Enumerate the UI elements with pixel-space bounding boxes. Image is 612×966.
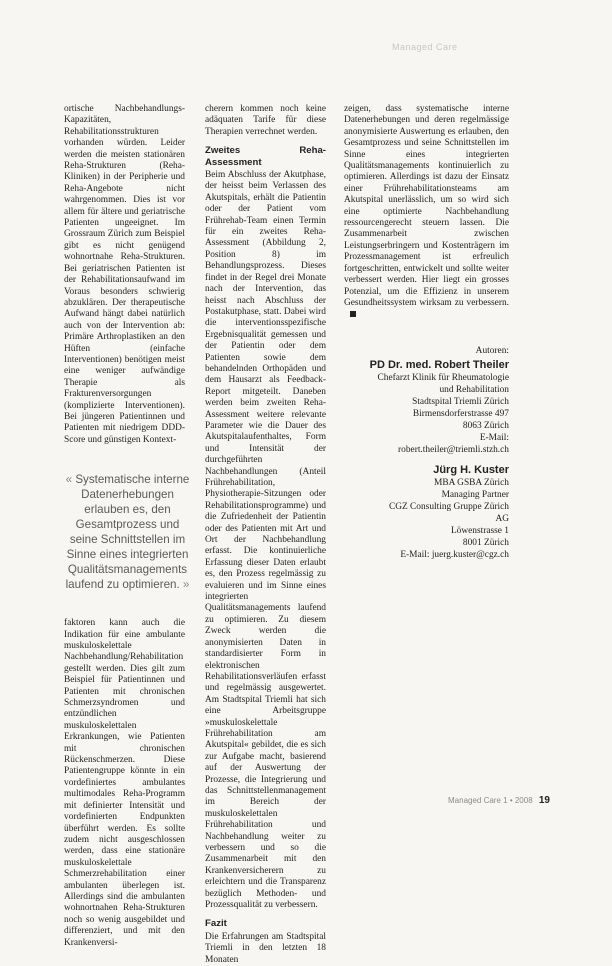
column-3 <box>344 104 509 561</box>
author-line: und Rehabilitation <box>439 384 509 395</box>
author-line: Managing Partner <box>441 489 509 500</box>
body-paragraph: faktoren kann auch die Indikation für eine ambulante muskuloskelettale Nachbehandlung/Rehabilitation gestellt werden. Dies gilt zum Beispiel für Patientinnen und Patienten mit chronischen Schmerzsyndromen und entzündlichen muskuloskelettalen Erkrankungen, wie Patienten mit chronischen Rückenschmerzen. Diese Patientengruppe könnte in ein vordefiniertes ambulantes multimodales Reha-Programm mit definierter Intensität und vordefinierten Endpunkten überführt werden. Es sollte zudem nicht ausgeschlossen werden, dass eine stationäre muskuloskelettale Schmerzrehabilitation einer ambulanten überlegen ist. Allerdings sind die ambulanten wohnortnahen Reha-Strukturen noch so wenig ausgebildet und differenziert, und mit den Krankenversi- <box>64 618 185 948</box>
author-line: 8063 Zürich <box>462 420 509 431</box>
quote-close-icon: » <box>182 578 190 592</box>
column-1 <box>64 104 190 949</box>
author-line: CGZ Consulting Gruppe Zürich <box>388 501 509 512</box>
quote-open-icon: « <box>65 473 73 487</box>
body-paragraph <box>344 104 509 321</box>
section-heading: Fazit <box>205 918 227 930</box>
author-line: Stadtspital Triemli Zürich <box>412 396 509 407</box>
author-line: Chefarzt Klinik für Rheumatologie <box>377 372 509 383</box>
author-line: E-Mail: <box>479 432 509 443</box>
column-2 <box>205 104 326 966</box>
pull-quote-text: Systematische interne Datenerhebungen erlauben es, den Gesamtprozess und seine Schnittstellen im Sinne eines integrierten Qualitätsmanagements laufend zu optimieren. <box>65 473 190 592</box>
body-paragraph: cherern kommen noch keine adäquaten Tarife für diese Therapien verrechnet werden. <box>205 104 326 137</box>
author-name: Jürg H. Kuster <box>433 463 509 476</box>
author-name: PD Dr. med. Robert Theiler <box>369 358 509 371</box>
section-heading: Zweites Reha-Assessment <box>205 145 326 168</box>
author-email[interactable]: robert.theiler@triemli.stzh.ch <box>398 444 509 455</box>
journal-name: Managed Care 1 • 2008 <box>448 796 533 805</box>
body-paragraph: Beim Abschluss der Akutphase, der heisst beim Verlassen des Akutspitals, erhält die Patientin oder der Patient vom Frührehab-Team einen Termin für ein zweites Reha-Assessment (Abbildung 2, Position 8) im Behandlungsprozess. Dieses findet in der Regel drei Monate nach der Intervention, das heisst nach Abschluss der Postakutphase, statt. Dabei wird die interventionsspezifische Ergebnisqualität gemessen und der Patientin oder dem Patienten sowie dem behandelnden Orthopäden und dem Hausarzt als Feedback-Report mitgeteilt. Daneben werden beim zweiten Reha-Assessment weitere relevante Parameter wie die Dauer des Akutspitalaufenthaltes, Form und Intensität der durchgeführten Nachbehandlungen (Anteil Frührehabilitation, Physiotherapie-Sitzungen oder Rehabilitationsprogramme) und die Zufriedenheit der Patientin oder des Patienten mit Art und Ort der Nachbehandlung erfasst. Die kontinuierliche Erfassung dieser Daten erlaubt es, den Prozess regelmässig zu evaluieren und im Sinne eines integrierten Qualitätsmanagements laufend zu optimieren. Zu diesem Zweck werden die anonymisierten Daten in standardisierter Form in elektronischen Rehabilitationsverläufen erfasst und regelmässig ausgewertet. Am Stadtspital Triemli hat sich eine Arbeitsgruppe »muskuloskelettale Frührehabilitation am Akutspital« gebildet, die es sich zur Aufgabe macht, basierend auf der Auswertung der Prozesse, die Integrierung und das Schnittstellenmanagement im Bereich der muskuloskelettalen Frührehabilitation und Nachbehandlung weiter zu verbessern und so die Zusammenarbeit mit den Krankenversicherern zu erleichtern und die Transparenz bezüglich Methoden- und Prozessqualität zu verbessern. <box>205 170 326 911</box>
author-block <box>344 345 509 561</box>
author-line: Löwenstrasse 1 <box>450 525 509 536</box>
authors-label: Autoren: <box>475 345 509 356</box>
author-line: MBA GSBA Zürich <box>433 477 509 488</box>
body-paragraph: ortische Nachbehandlungs-Kapazitäten, Rehabilitationsstrukturen vorhanden würden. Leider werden die meisten stationären Reha-Strukturen (Reha-Kliniken) in der Peripherie und Reha-Angebote nicht wahrgenommen. Dies ist vor allem für ältere und geriatrische Patienten ungeeignet. Im Grossraum Zürich zum Beispiel gibt es nicht genügend wohnortnahe Reha-Strukturen. Bei geriatrischen Patienten ist der Rehabilitationsaufwand im Voraus besonders schwierig abzuklären. Der therapeutische Aufwand hängt dabei natürlich auch von der Intervention ab: Primäre Arthroplastiken an den Hüften (einfache Interventionen) benötigen meist eine weniger aufwändige Therapie als Frakturenversorgungen (komplizierte Interventionen). Bei jüngeren Patientinnen und Patienten mit niedrigem DDD-Score und günstigen Kontext- <box>64 104 185 445</box>
author-email[interactable]: E-Mail: juerg.kuster@cgz.ch <box>400 549 509 560</box>
page-footer <box>448 795 550 806</box>
end-of-article-icon <box>350 311 356 317</box>
author-line: AG <box>495 513 509 524</box>
author-line: 8001 Zürich <box>462 537 509 548</box>
page-number: 19 <box>538 795 550 806</box>
body-text: zeigen, dass systematische interne Datenerhebungen und deren regelmässige anonymisierte Auswertung es erlauben, den Gesamtprozess und seine Schnittstellen im Sinne eines integrierten Qualitätsmanagements kontinuierlich zu optimieren. Allerdings ist dazu der Einsatz einer Frührehabilitationsteams am Akutspital unerlässlich, um so wird sich eine optimierte Nachbehandlung ressourcengerecht steuern lassen. Die Zusammenarbeit zwischen Leistungserbringern und Kostenträgern im Prozessmanagement ist erfreulich fortgeschritten, entwickelt und sollte weiter verbessert werden. Hier liegt ein grosses Potenzial, um die Effizienz in unserem Gesundheitssystem wirksam zu verbessern. <box>344 104 509 308</box>
author-line: Birmensdorferstrasse 497 <box>412 408 509 419</box>
pull-quote <box>64 472 191 592</box>
body-paragraph: Die Erfahrungen am Stadtspital Triemli in den letzten 18 Monaten <box>205 931 326 965</box>
running-header: Managed Care <box>392 42 458 52</box>
